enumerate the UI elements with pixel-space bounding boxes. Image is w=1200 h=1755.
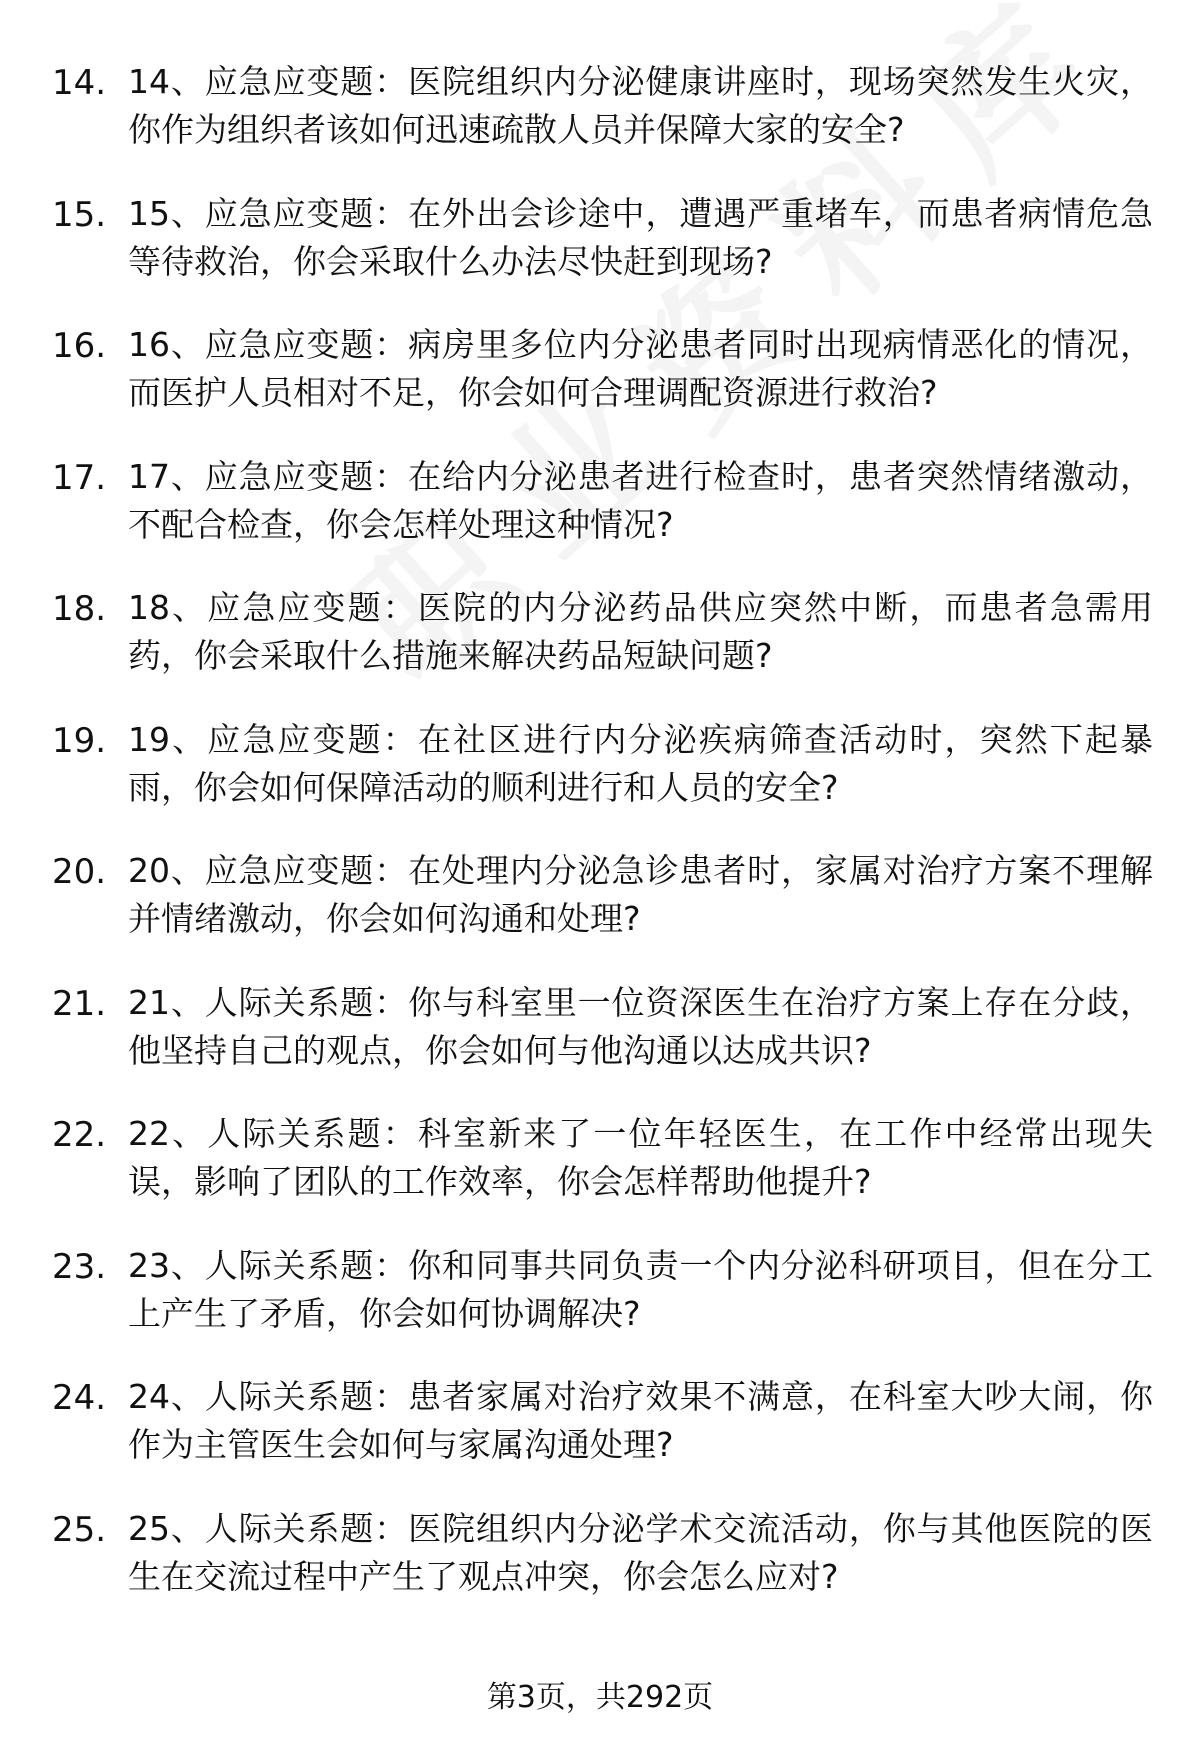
question-text: 19、应急应变题：在社区进行内分泌疾病筛查活动时，突然下起暴雨，你会如何保障活动的顺利进行和人员的安全?	[128, 719, 1153, 807]
list-item	[0, 1236, 1200, 1368]
question-number: 14.	[52, 63, 107, 103]
list-item	[0, 578, 1200, 710]
question-number: 21.	[52, 983, 107, 1024]
list-item	[0, 52, 1200, 184]
list-item	[0, 1499, 1200, 1631]
page-number-label: 第3页，共292页	[486, 1680, 714, 1715]
question-text: 15、应急应变题：在外出会诊途中，遭遇严重堵车，而患者病情危急等待救治，你会采取什么办法尽快赶到现场?	[128, 193, 1153, 281]
question-number: 25.	[52, 1509, 107, 1550]
list-item	[0, 1104, 1200, 1236]
question-number: 24.	[52, 1378, 107, 1418]
list-item	[0, 184, 1200, 316]
question-text: 25、人际关系题：医院组织内分泌学术交流活动，你与其他医院的医生在交流过程中产生了观点冲突，你会怎么应对?	[128, 1508, 1153, 1596]
question-text: 18、应急应变题：医院的内分泌药品供应突然中断，而患者急需用药，你会采取什么措施来解决药品短缺问题?	[128, 588, 1153, 675]
list-item	[0, 315, 1200, 447]
question-number: 19.	[52, 720, 107, 761]
question-number: 17.	[52, 457, 107, 498]
question-number: 22.	[52, 1115, 107, 1155]
page-footer	[0, 1678, 1200, 1718]
question-text: 16、应急应变题：病房里多位内分泌患者同时出现病情恶化的情况，而医护人员相对不足，你会如何合理调配资源进行救治?	[128, 325, 1153, 412]
question-number: 15.	[52, 194, 107, 235]
list-item	[0, 1367, 1200, 1499]
question-text: 22、人际关系题：科室新来了一位年轻医生，在工作中经常出现失误，影响了团队的工作效率，你会怎样帮助他提升?	[128, 1114, 1153, 1201]
question-number: 16.	[52, 326, 107, 366]
question-text: 14、应急应变题：医院组织内分泌健康讲座时，现场突然发生火灾，你作为组织者该如何迅速疏散人员并保障大家的安全?	[128, 62, 1153, 149]
question-number: 20.	[52, 852, 107, 892]
question-text: 23、人际关系题：你和同事共同负责一个内分泌科研项目，但在分工上产生了矛盾，你会如何协调解决?	[128, 1245, 1153, 1333]
list-item	[0, 841, 1200, 973]
question-number: 23.	[52, 1246, 107, 1287]
question-number: 18.	[52, 589, 107, 629]
list-item	[0, 710, 1200, 842]
question-list	[0, 52, 1200, 1630]
question-text: 20、应急应变题：在处理内分泌急诊患者时，家属对治疗方案不理解并情绪激动，你会如何沟通和处理?	[128, 851, 1153, 938]
list-item	[0, 973, 1200, 1105]
list-item	[0, 447, 1200, 579]
question-text: 17、应急应变题：在给内分泌患者进行检查时，患者突然情绪激动，不配合检查，你会怎样处理这种情况?	[128, 456, 1153, 544]
question-text: 21、人际关系题：你与科室里一位资深医生在治疗方案上存在分歧，他坚持自己的观点，你会如何与他沟通以达成共识?	[128, 982, 1153, 1070]
question-text: 24、人际关系题：患者家属对治疗效果不满意，在科室大吵大闹，你作为主管医生会如何与家属沟通处理?	[128, 1377, 1153, 1464]
